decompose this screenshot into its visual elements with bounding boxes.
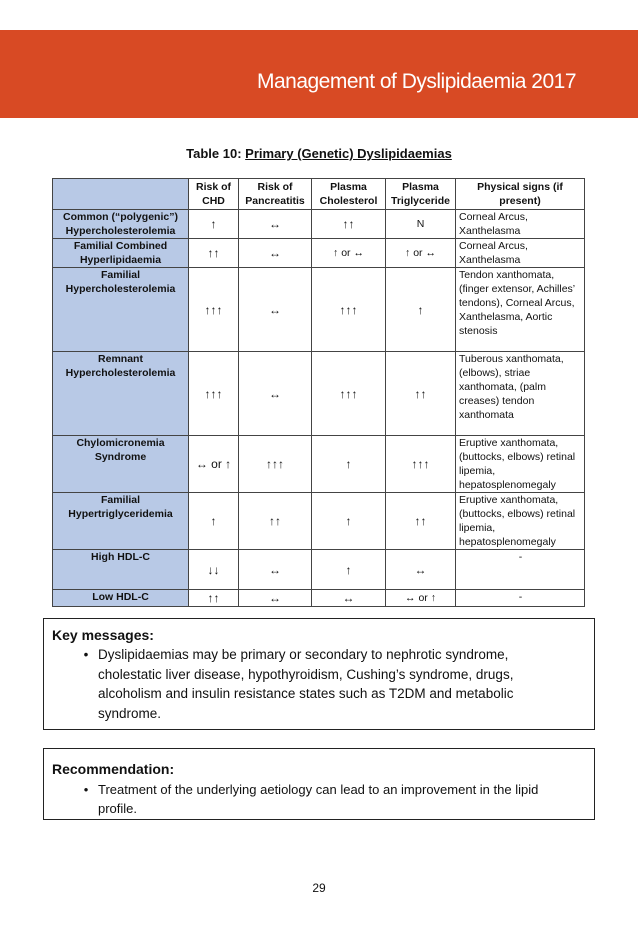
row-plasma-triglyceride: ↑: [386, 268, 456, 352]
row-condition-name: Chylomicronemia Syndrome: [53, 436, 189, 493]
table-row: [53, 550, 585, 590]
recommendation-title: Recommendation:: [52, 761, 175, 777]
table-caption-prefix: Table 10:: [186, 146, 246, 161]
key-message-text: Dyslipidaemias may be primary or secondary to nephrotic syndrome, cholestatic liver disease, hypothyroidism, Cushing’s syndrome, drugs, alcoholism and insulin resistance states such as T2DM and metabolic syndrome.: [98, 647, 514, 721]
row-risk-chd: ↑↑: [189, 590, 239, 607]
row-risk-pancreatitis: ↔: [239, 550, 312, 590]
column-header-risk-chd: Risk of CHD: [189, 179, 239, 210]
row-plasma-triglyceride: ↑↑↑: [386, 436, 456, 493]
row-plasma-cholesterol: ↑↑: [312, 210, 386, 239]
row-plasma-triglyceride: ↔ or ↑: [386, 590, 456, 607]
row-plasma-cholesterol: ↑: [312, 493, 386, 550]
row-risk-pancreatitis: ↑↑: [239, 493, 312, 550]
row-condition-name: Familial Hypercholesterolemia: [53, 268, 189, 352]
row-risk-chd: ↑: [189, 210, 239, 239]
list-item: [74, 645, 594, 723]
page-number: 29: [312, 881, 326, 895]
row-physical-signs: Tendon xanthomata, (finger extensor, Achilles’ tendons), Corneal Arcus, Xanthelasma, Aortic stenosis: [456, 268, 585, 352]
row-risk-chd: ↑: [189, 493, 239, 550]
row-risk-chd: ↓↓: [189, 550, 239, 590]
row-risk-pancreatitis: ↔: [239, 590, 312, 607]
dyslipidaemia-table: [52, 178, 585, 607]
row-plasma-cholesterol: ↑↑↑: [312, 352, 386, 436]
row-plasma-cholesterol: ↑: [312, 550, 386, 590]
column-header-plasma-triglyceride: Plasma Triglyceride: [386, 179, 456, 210]
row-physical-signs: -: [456, 590, 585, 607]
bullet-icon: •: [83, 647, 89, 662]
key-messages-box: [43, 618, 595, 730]
row-plasma-cholesterol: ↔: [312, 590, 386, 607]
row-risk-chd: ↑↑↑: [189, 352, 239, 436]
column-header-risk-pancreatitis: Risk of Pancreatitis: [239, 179, 312, 210]
row-condition-name: High HDL-C: [53, 550, 189, 590]
table-caption: [0, 146, 638, 161]
key-messages-title: Key messages:: [52, 627, 154, 643]
table-row: [53, 590, 585, 607]
recommendation-box: [43, 748, 595, 820]
row-risk-pancreatitis: ↔: [239, 352, 312, 436]
row-plasma-cholesterol: ↑ or ↔: [312, 239, 386, 268]
row-risk-chd: ↑↑↑: [189, 268, 239, 352]
row-risk-pancreatitis: ↔: [239, 210, 312, 239]
row-risk-pancreatitis: ↔: [239, 239, 312, 268]
row-plasma-triglyceride: ↑↑: [386, 493, 456, 550]
row-physical-signs: Corneal Arcus, Xanthelasma: [456, 239, 585, 268]
table-row: [53, 239, 585, 268]
column-header-condition: [53, 179, 189, 210]
row-plasma-triglyceride: ↑ or ↔: [386, 239, 456, 268]
row-condition-name: Familial Combined Hyperlipidaemia: [53, 239, 189, 268]
table-row: [53, 352, 585, 436]
row-risk-chd: ↔ or ↑: [189, 436, 239, 493]
row-physical-signs: Corneal Arcus, Xanthelasma: [456, 210, 585, 239]
table-caption-title: Primary (Genetic) Dyslipidaemias: [245, 146, 452, 161]
row-physical-signs: Eruptive xanthomata, (buttocks, elbows) retinal lipemia, hepatosplenomegaly: [456, 436, 585, 493]
row-plasma-cholesterol: ↑: [312, 436, 386, 493]
row-plasma-triglyceride: ↑↑: [386, 352, 456, 436]
row-condition-name: Remnant Hypercholesterolemia: [53, 352, 189, 436]
recommendation-text: Treatment of the underlying aetiology can lead to an improvement in the lipid profile.: [98, 782, 539, 816]
row-risk-pancreatitis: ↔: [239, 268, 312, 352]
table-row: [53, 493, 585, 550]
bullet-icon: •: [83, 782, 89, 797]
row-condition-name: Low HDL-C: [53, 590, 189, 607]
row-plasma-cholesterol: ↑↑↑: [312, 268, 386, 352]
table-row: [53, 436, 585, 493]
row-risk-pancreatitis: ↑↑↑: [239, 436, 312, 493]
row-condition-name: Common (“polygenic”) Hypercholesterolemia: [53, 210, 189, 239]
column-header-plasma-cholesterol: Plasma Cholesterol: [312, 179, 386, 210]
header-banner: [0, 30, 638, 118]
row-plasma-triglyceride: ↔: [386, 550, 456, 590]
row-physical-signs: Tuberous xanthomata, (elbows), striae xanthomata, (palm creases) tendon xanthomata: [456, 352, 585, 436]
row-condition-name: Familial Hypertriglyceridemia: [53, 493, 189, 550]
table-row: [53, 268, 585, 352]
row-risk-chd: ↑↑: [189, 239, 239, 268]
document-title: Management of Dyslipidaemia 2017: [256, 70, 576, 93]
row-plasma-triglyceride: N: [386, 210, 456, 239]
table-row: [53, 210, 585, 239]
row-physical-signs: -: [456, 550, 585, 590]
row-physical-signs: Eruptive xanthomata, (buttocks, elbows) retinal lipemia, hepatosplenomegaly: [456, 493, 585, 550]
list-item: [74, 780, 594, 818]
column-header-physical-signs: Physical signs (if present): [456, 179, 585, 210]
table-header-row: [53, 179, 585, 210]
